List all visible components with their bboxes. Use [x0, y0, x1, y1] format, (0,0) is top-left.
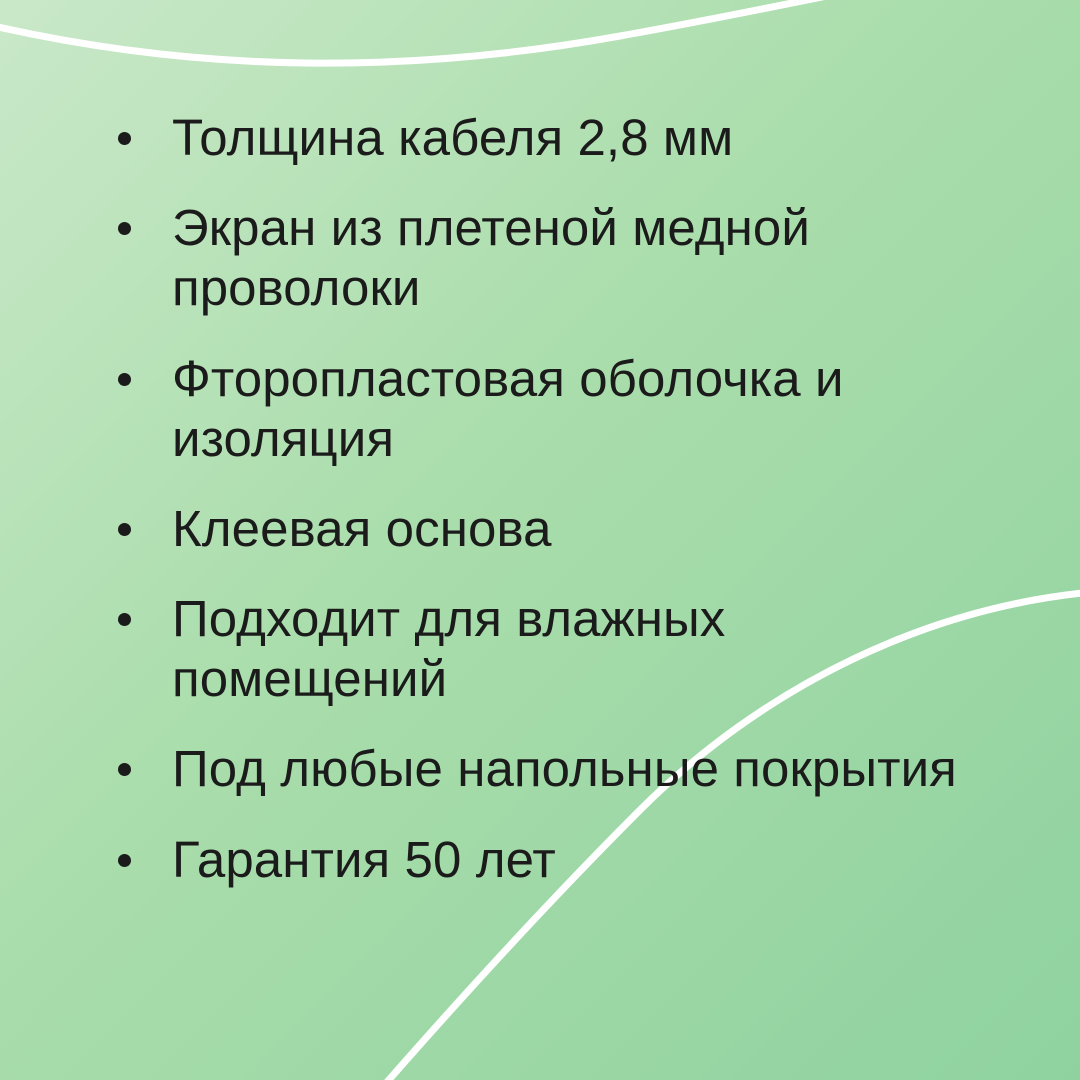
- bullet-icon: [118, 132, 131, 145]
- feature-list: [104, 108, 1010, 890]
- bullet-icon: [118, 763, 131, 776]
- list-item-label: Фторопластовая оболочка и изоляция: [172, 349, 844, 467]
- list-item: [104, 349, 1010, 469]
- bullet-icon: [118, 854, 131, 867]
- list-item-label: Клеевая основа: [172, 499, 552, 557]
- bullet-icon: [118, 523, 131, 536]
- bullet-icon: [118, 373, 131, 386]
- bullet-icon: [118, 613, 131, 626]
- list-item: [104, 830, 1010, 890]
- list-item: [104, 589, 1010, 709]
- list-item-label: Подходит для влажных помещений: [172, 590, 726, 708]
- list-item-label: Гарантия 50 лет: [172, 830, 556, 888]
- bullet-icon: [118, 222, 131, 235]
- list-item: [104, 108, 1010, 168]
- list-item-label: Под любые напольные покрытия: [172, 740, 957, 798]
- list-item: [104, 739, 1010, 799]
- list-item: [104, 198, 1010, 318]
- list-item: [104, 499, 1010, 559]
- list-item-label: Толщина кабеля 2,8 мм: [172, 109, 734, 166]
- list-item-label: Экран из плетеной медной проволоки: [172, 199, 810, 317]
